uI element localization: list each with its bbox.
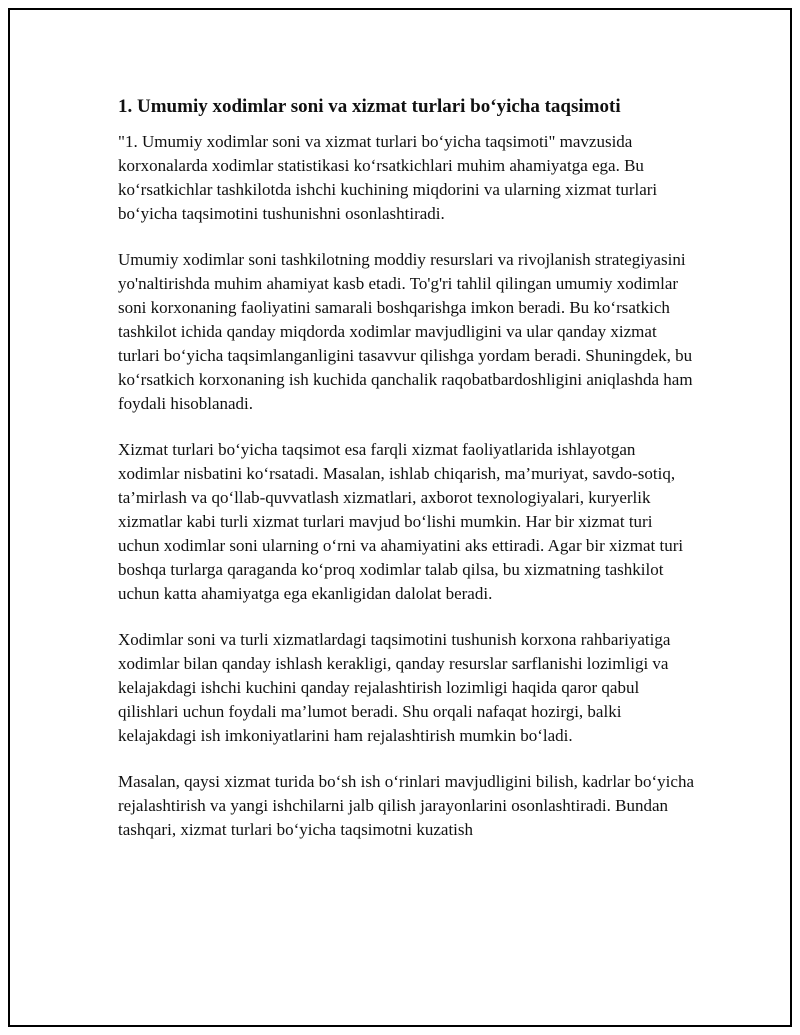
paragraph-2: Umumiy xodimlar soni tashkilotning moddiy resurslari va rivojlanish strategiyasini yo'naltirishda muhim ahamiyat kasb etadi. To'g'ri tahlil qilingan umumiy xodimlar soni korxonaning faoliyatini samarali boshqarishga imkon beradi. Bu ko‘rsatkich tashkilot ichida qanday miqdorda xodimlar mavjudligini va ular qanday xizmat turlari bo‘yicha taqsimlanganligini tasavvur qilishga yordam beradi. Shuningdek, bu ko‘rsatkich korxonaning ish kuchida qanchalik raqobatbardoshligini aniqlashda ham foydali hisoblanadi. <box>118 250 693 413</box>
paragraph-5: Masalan, qaysi xizmat turida bo‘sh ish o‘rinlari mavjudligini bilish, kadrlar bo‘yicha rejalashtirish va yangi ishchilarni jalb qilish jarayonlarini osonlashtiradi. Bundan tashqari, xizmat turlari bo‘yicha taqsimotni kuzatish <box>118 772 694 839</box>
document-content <box>118 94 698 842</box>
paragraph-4: Xodimlar soni va turli xizmatlardagi taqsimotini tushunish korxona rahbariyatiga xodimlar bilan qanday ishlash kerakligi, qanday resurslar sarflanishi lozimligi va kelajakdagi ishchi kuchini qanday rejalashtirish lozimligi haqida qaror qabul qilishlari uchun foydali ma’lumot beradi. Shu orqali nafaqat hozirgi, balki kelajakdagi ish imkoniyatlarini ham rejalashtirish mumkin bo‘ladi. <box>118 630 671 745</box>
document-title: 1. Umumiy xodimlar soni va xizmat turlari bo‘yicha taqsimoti <box>118 96 621 117</box>
paragraph-1: "1. Umumiy xodimlar soni va xizmat turlari bo‘yicha taqsimoti" mavzusida korxonalarda xodimlar statistikasi ko‘rsatkichlari muhim ahamiyatga ega. Bu ko‘rsatkichlar tashkilotda ishchi kuchining miqdorini va ularning xizmat turlari bo‘yicha taqsimotini tushunishni osonlashtiradi. <box>118 132 658 223</box>
paragraph-3: Xizmat turlari bo‘yicha taqsimot esa farqli xizmat faoliyatlarida ishlayotgan xodimlar nisbatini ko‘rsatadi. Masalan, ishlab chiqarish, ma’muriyat, savdo-sotiq, ta’mirlash va qo‘llab-quvvatlash xizmatlari, axborot texnologiyalari, kuryerlik xizmatlar kabi turli xizmat turlari mavjud bo‘lishi mumkin. Har bir xizmat turi uchun xodimlar soni ularning o‘rni va ahamiyatini aks ettiradi. Agar bir xizmat turi boshqa turlarga qaraganda ko‘proq xodimlar talab qilsa, bu xizmatning tashkilot uchun katta ahamiyatga ega ekanligidan dalolat beradi. <box>118 440 684 603</box>
